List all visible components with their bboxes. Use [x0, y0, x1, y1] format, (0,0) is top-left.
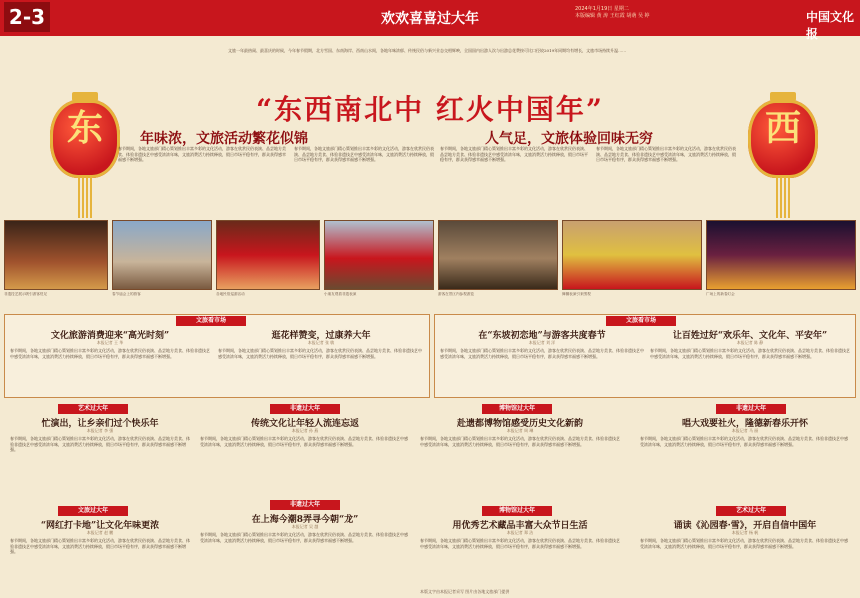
issue-editors: 本版编辑 黄 涛 王红霞 胡萌 吴 婷	[575, 13, 650, 19]
lantern-left-icon: 东	[50, 100, 120, 178]
section-tag: 艺术过大年	[58, 404, 128, 414]
article-byline: 本报记者 陈 静	[736, 340, 764, 345]
article-title: 传统文化让年轻人流连忘返	[250, 419, 359, 429]
section-tag: 非遗过大年	[270, 404, 340, 414]
article-body: 春节期间，各地文旅部门精心策划推出丰富多彩的文化活动，游客在欣赏民俗表演、品尝地方美食、体验非遗技艺中感受浓浓年味，文旅消费活力持续释放，假日市场平稳有序，群众获得感幸福感不断增强。	[218, 348, 422, 359]
lantern-right-icon: 西	[748, 100, 818, 178]
article-column: 春节期间，各地文旅部门精心策划推出丰富多彩的文化活动，游客在欣赏民俗表演、品尝地方美食、体验非遗技艺中感受浓浓年味，文旅消费活力持续释放，假日市场平稳有序，群众获得感幸福感不断增强。	[118, 146, 286, 163]
photo-parade	[216, 220, 320, 290]
section-tag: 艺术过大年	[716, 506, 786, 516]
photo-temple-fair	[112, 220, 212, 290]
photo-lion-dance	[562, 220, 702, 290]
article-body: 春节期间，各地文旅部门精心策划推出丰富多彩的文化活动，游客在欣赏民俗表演、品尝地方美食、体验非遗技艺中感受浓浓年味，文旅消费活力持续释放，假日市场平稳有序，群众获得感幸福感不断增强。	[420, 436, 620, 447]
page-number: 2-3	[4, 2, 50, 32]
photo-performance	[324, 220, 434, 290]
article-body: 春节期间，各地文旅部门精心策划推出丰富多彩的文化活动，游客在欣赏民俗表演、品尝地方美食、体验非遗技艺中感受浓浓年味，文旅消费活力持续释放，假日市场平稳有序，群众获得感幸福感不断增强。	[10, 538, 190, 555]
photo-caption: 小朋友观看非遗表演	[324, 292, 357, 296]
intro-paragraph: 文旅一年最热闹、最喜庆的时候，今年春节假期，北方雪国、东南海岸、西南山水间，各地年味浓郁、传统民俗与新兴业态交相辉映，全国国内出游人次与出游总花费按可比口径较2019年同期均有增长，文旅市场持续升温……	[228, 48, 627, 53]
article-title: 用优秀艺术藏品丰富大众节日生活	[452, 521, 588, 531]
section-tag: 博物馆过大年	[482, 404, 552, 414]
subheadline-right: 人气足，文旅体验回味无穷	[485, 131, 653, 147]
photo-lantern-night	[706, 220, 856, 290]
article-byline: 本报记者 马 丽	[731, 428, 759, 433]
issue-date: 2024年1月19日 星期二	[575, 6, 629, 12]
article-title: 让百姓过好“欢乐年、文化年、平安年”	[672, 331, 828, 341]
section-tag: 非遗过大年	[270, 500, 340, 510]
article-byline: 本报记者 刘 洋	[528, 340, 556, 345]
article-body: 春节期间，各地文旅部门精心策划推出丰富多彩的文化活动，游客在欣赏民俗表演、品尝地方美食、体验非遗技艺中感受浓浓年味，文旅消费活力持续释放，假日市场平稳有序，群众获得感幸福感不断增强。	[10, 436, 190, 453]
article-title: 文化旅游消费迎来“高光时刻”	[50, 331, 170, 341]
article-body: 春节期间，各地文旅部门精心策划推出丰富多彩的文化活动，游客在欣赏民俗表演、品尝地方美食、体验非遗技艺中感受浓浓年味，文旅消费活力持续释放，假日市场平稳有序，群众获得感幸福感不断增强。	[200, 532, 408, 543]
article-title: 在“东坡初恋地”与游客共度春节	[478, 331, 606, 341]
article-body: 春节期间，各地文旅部门精心策划推出丰富多彩的文化活动，游客在欣赏民俗表演、品尝地方美食、体验非遗技艺中感受浓浓年味，文旅消费活力持续释放，假日市场平稳有序，群众获得感幸福感不断增强。	[420, 538, 620, 549]
article-title: “网红打卡地”让文化年味更浓	[40, 521, 160, 531]
section-tag: 文旅看市场	[176, 316, 246, 326]
section-tag: 文旅看市场	[606, 316, 676, 326]
photo-scenic-area	[438, 220, 558, 290]
article-title: 在上海今潮8弄寻今朝“龙”	[251, 515, 359, 525]
newspaper-logo: 中国文化报	[806, 10, 855, 41]
photo-craft	[4, 220, 108, 290]
article-title: 赴遗都博物馆感受历史文化新韵	[456, 419, 583, 429]
article-body: 春节期间，各地文旅部门精心策划推出丰富多彩的文化活动，游客在欣赏民俗表演、品尝地方美食、体验非遗技艺中感受浓浓年味，文旅消费活力持续释放，假日市场平稳有序，群众获得感幸福感不断增强。	[200, 436, 408, 447]
article-title: 唱大戏要社火，隆德新春乐开怀	[681, 419, 808, 429]
photo-caption: 广场上的新春灯会	[706, 292, 735, 296]
article-byline: 本报记者 张 敏	[307, 340, 335, 345]
article-byline: 本报记者 郑 洁	[506, 530, 534, 535]
photo-caption: 游客在景区内参观游览	[438, 292, 474, 296]
article-byline: 本报记者 李 强	[86, 428, 114, 433]
article-title: 忙演出，让乡亲们过个快乐年	[41, 419, 159, 429]
article-byline: 本报记者 王 华	[96, 340, 124, 345]
article-body: 春节期间，各地文旅部门精心策划推出丰富多彩的文化活动，游客在欣赏民俗表演、品尝地方美食、体验非遗技艺中感受浓浓年味，文旅消费活力持续释放，假日市场平稳有序，群众获得感幸福感不断增强。	[640, 538, 848, 549]
article-byline: 本报记者 周 琳	[506, 428, 534, 433]
photo-caption: 舞狮表演引来围观	[562, 292, 591, 296]
article-title: 诵读《沁园春·雪》，开启自信中国年	[673, 521, 817, 531]
masthead-bar	[0, 0, 860, 41]
article-body: 春节期间，各地文旅部门精心策划推出丰富多彩的文化活动，游客在欣赏民俗表演、品尝地方美食、体验非遗技艺中感受浓浓年味，文旅消费活力持续释放，假日市场平稳有序，群众获得感幸福感不断增强。	[650, 348, 850, 359]
photo-caption: 非遗技艺展示吸引游客驻足	[4, 292, 48, 296]
article-column: 春节期间，各地文旅部门精心策划推出丰富多彩的文化活动，游客在欣赏民俗表演、品尝地方美食、体验非遗技艺中感受浓浓年味，文旅消费活力持续释放，假日市场平稳有序，群众获得感幸福感不断增强。	[596, 146, 736, 163]
article-byline: 本报记者 吴 越	[291, 524, 319, 529]
article-column: 春节期间，各地文旅部门精心策划推出丰富多彩的文化活动，游客在欣赏民俗表演、品尝地方美食、体验非遗技艺中感受浓浓年味，文旅消费活力持续释放，假日市场平稳有序，群众获得感幸福感不断增强。	[294, 146, 434, 163]
section-tag: 非遗过大年	[716, 404, 786, 414]
page-footer: 本版文字由本报记者采写 图片由各地文旅部门提供	[420, 589, 510, 594]
article-byline: 本报记者 赵 鹏	[86, 530, 114, 535]
article-column: 春节期间，各地文旅部门精心策划推出丰富多彩的文化活动，游客在欣赏民俗表演、品尝地方美食、体验非遗技艺中感受浓浓年味，文旅消费活力持续释放，假日市场平稳有序，群众获得感幸福感不断增强。	[440, 146, 588, 163]
article-byline: 本报记者 孙 燕	[291, 428, 319, 433]
section-tag: 博物馆过大年	[482, 506, 552, 516]
photo-caption: 春节庙会上的游客	[112, 292, 141, 296]
section-tag: 文旅过大年	[58, 506, 128, 516]
main-headline: “东西南北中 红火中国年”	[256, 93, 604, 126]
article-byline: 本报记者 杨 帆	[731, 530, 759, 535]
issue-info	[575, 6, 650, 20]
article-body: 春节期间，各地文旅部门精心策划推出丰富多彩的文化活动，游客在欣赏民俗表演、品尝地方美食、体验非遗技艺中感受浓浓年味，文旅消费活力持续释放，假日市场平稳有序，群众获得感幸福感不断增强。	[10, 348, 210, 359]
article-body: 春节期间，各地文旅部门精心策划推出丰富多彩的文化活动，游客在欣赏民俗表演、品尝地方美食、体验非遗技艺中感受浓浓年味，文旅消费活力持续释放，假日市场平稳有序，群众获得感幸福感不断增强。	[440, 348, 644, 359]
subheadline-left: 年味浓，文旅活动繁花似锦	[140, 131, 308, 147]
article-body: 春节期间，各地文旅部门精心策划推出丰富多彩的文化活动，游客在欣赏民俗表演、品尝地方美食、体验非遗技艺中感受浓浓年味，文旅消费活力持续释放，假日市场平稳有序，群众获得感幸福感不断增强。	[640, 436, 848, 447]
page-title: 欢欢喜喜过大年	[381, 11, 479, 27]
photo-caption: 各地民俗巡游活动	[216, 292, 245, 296]
article-title: 逛花样赞变，过康养大年	[271, 331, 371, 341]
photo-strip	[4, 220, 856, 306]
